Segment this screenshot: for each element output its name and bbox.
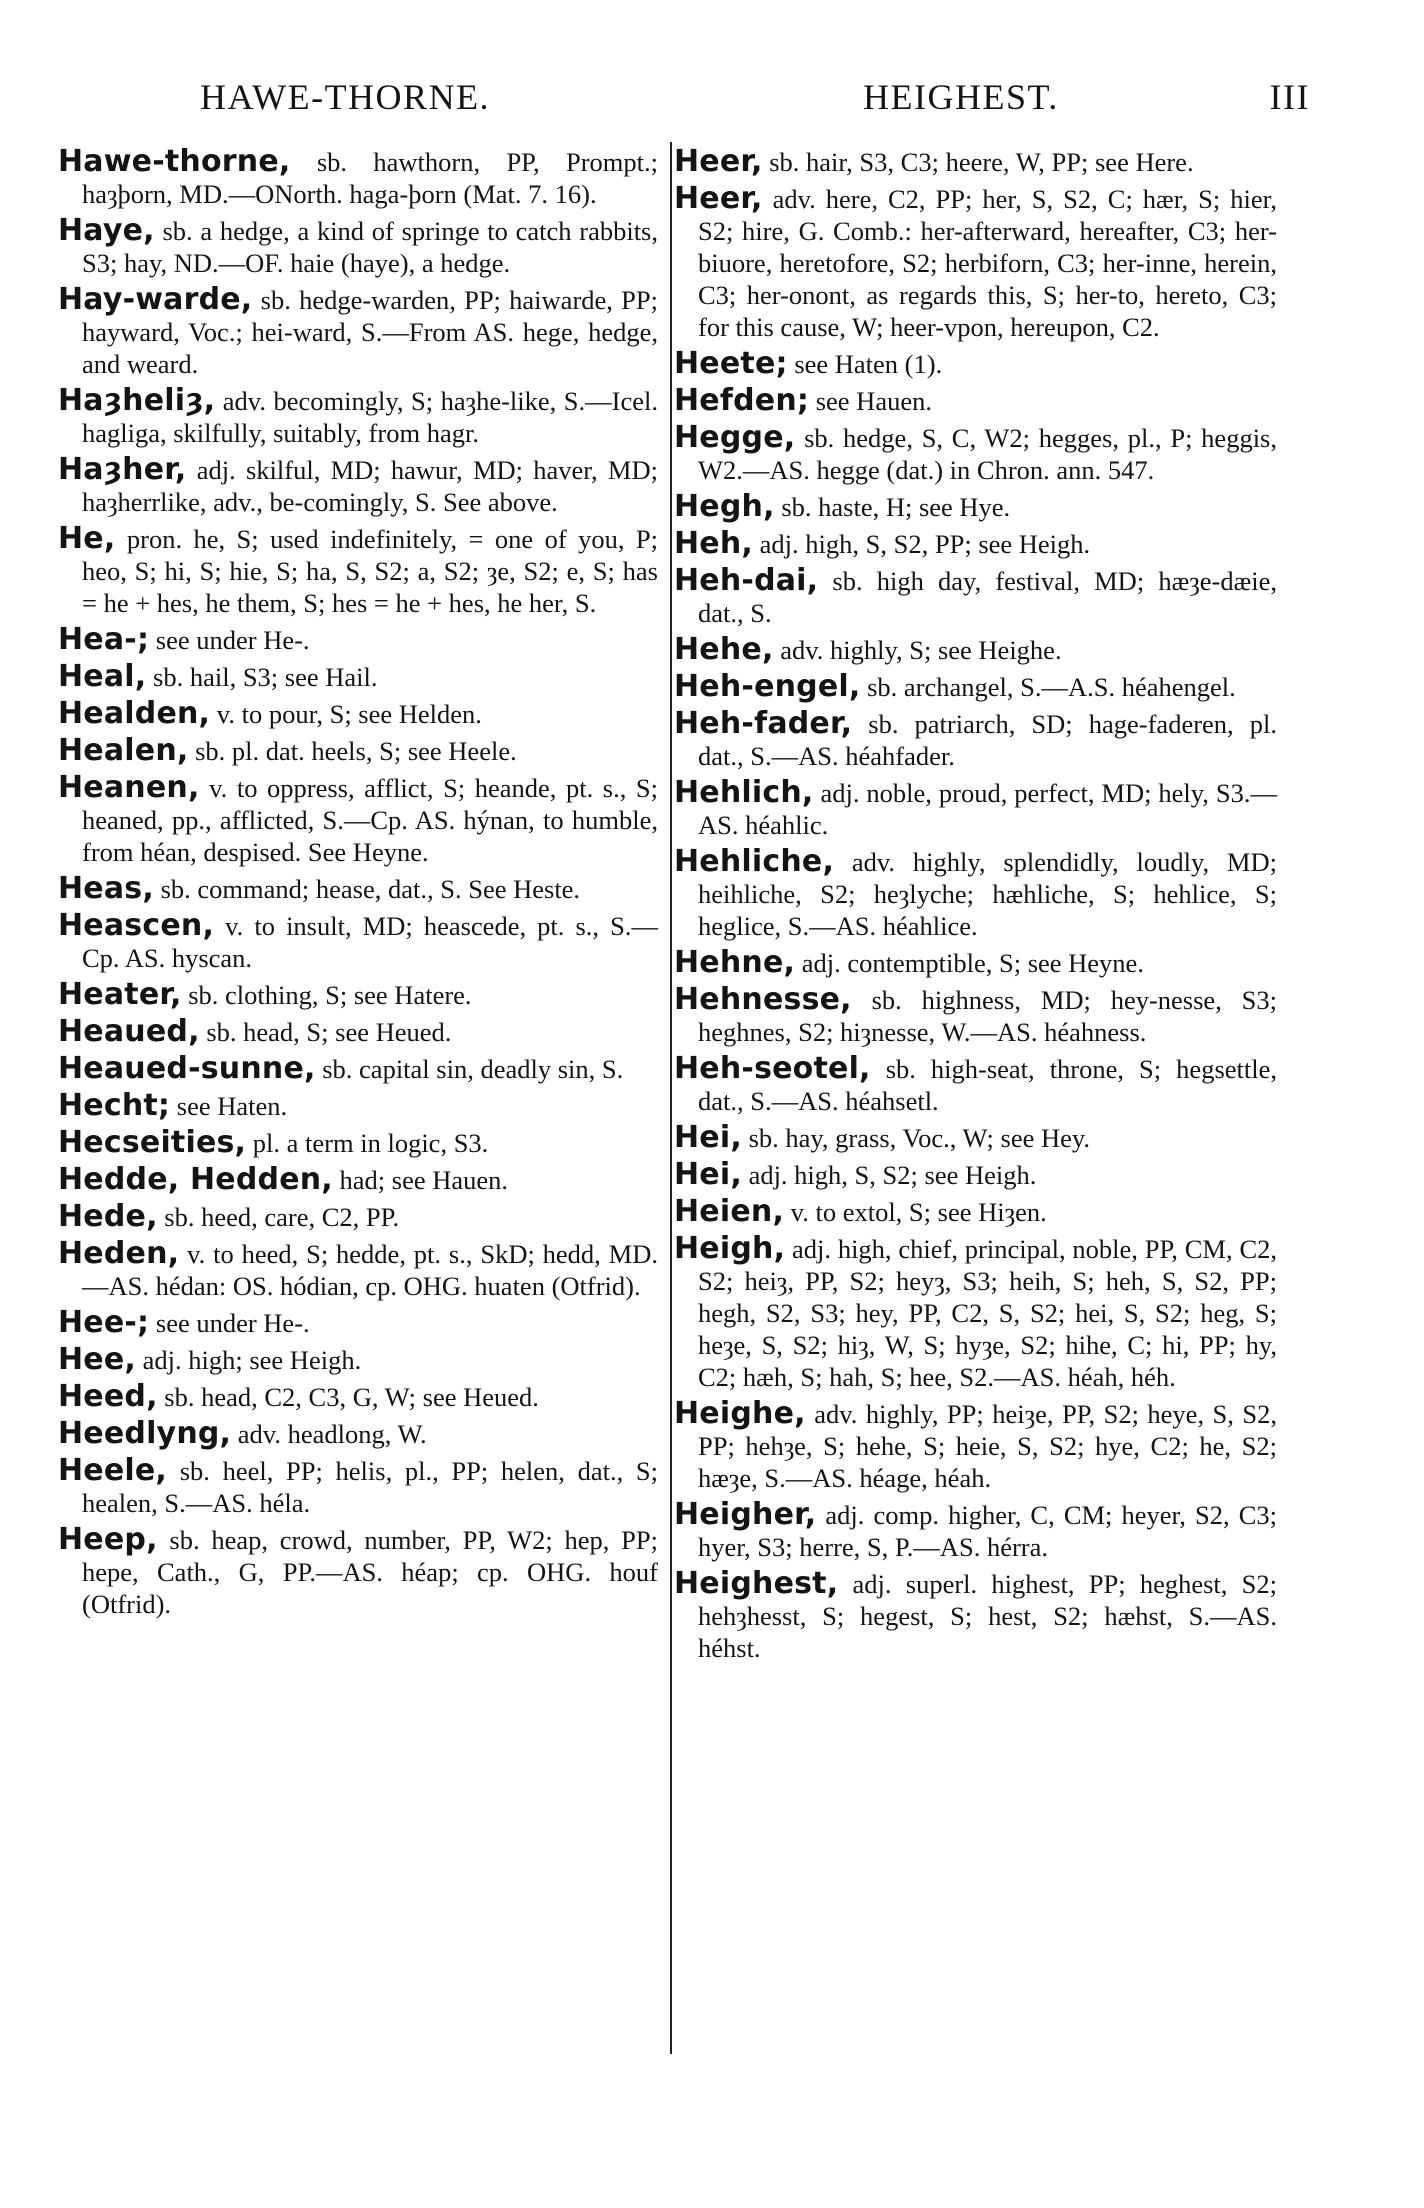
headword: Hei, xyxy=(674,1157,742,1192)
dictionary-entry xyxy=(58,1201,658,1233)
headword: Heden, xyxy=(58,1236,180,1271)
dictionary-entry xyxy=(58,1344,658,1376)
headword: Hefden; xyxy=(674,383,810,418)
entry-definition: sb. haste, H; see Hye. xyxy=(774,492,1011,522)
dictionary-entry xyxy=(58,1522,665,1620)
entry-definition: v. to heed, S; hedde, pt. s., SkD; hedd, MD.—AS. hédan: OS. hódian, cp. OHG. huaten (Otfrid). xyxy=(82,1239,658,1301)
header-right-word: HEIGHEST. xyxy=(863,77,1059,117)
dictionary-entry xyxy=(674,348,1277,380)
entry-definition: sb. highness, MD; hey-nesse, S3; heghnes, S2; hiȝnesse, W.—AS. héahness. xyxy=(698,985,1284,1047)
headword: Heighest, xyxy=(674,1566,839,1601)
headword: Hawe-thorne, xyxy=(58,144,291,179)
headword: Heas, xyxy=(58,871,154,906)
dictionary-entry xyxy=(58,1238,658,1302)
entry-definition: pl. a term in logic, S3. xyxy=(246,1128,489,1158)
dictionary-entry xyxy=(674,1497,1284,1563)
entry-definition: v. to pour, S; see Helden. xyxy=(210,699,482,729)
dictionary-entry xyxy=(674,706,1284,772)
headword: Heigher, xyxy=(674,1497,817,1532)
entry-definition: v. to extol, S; see Hiȝen. xyxy=(784,1197,1047,1227)
dictionary-entry xyxy=(58,698,658,730)
headword: Heien, xyxy=(674,1194,785,1229)
dictionary-entry xyxy=(58,452,665,518)
dictionary-entry xyxy=(58,1090,658,1122)
dictionary-entry xyxy=(674,1051,1284,1117)
dictionary-entry xyxy=(674,181,1284,343)
dictionary-entry xyxy=(58,1164,658,1196)
headword: Heedlyng, xyxy=(58,1416,232,1451)
entry-definition: see Haten (1). xyxy=(787,349,943,379)
entry-definition: adj. contemptible, S; see Heyne. xyxy=(795,948,1144,978)
headword: Hehe, xyxy=(674,632,774,667)
entry-definition: sb. high-seat, throne, S; hegsettle, dat., S.—AS. héahsetl. xyxy=(698,1054,1284,1116)
headword: Heaued, xyxy=(58,1014,200,1049)
dictionary-entry xyxy=(58,735,658,767)
dictionary-entry xyxy=(58,1418,658,1450)
headword: Hehnesse, xyxy=(674,982,852,1017)
entry-definition: sb. clothing, S; see Hatere. xyxy=(181,980,472,1010)
headword: Hehne, xyxy=(674,945,796,980)
dictionary-entry xyxy=(674,1231,1284,1393)
headword: Haye, xyxy=(58,213,155,248)
entry-definition: sb. command; hease, dat., S. See Heste. xyxy=(153,874,581,904)
entry-definition: sb. heel, PP; helis, pl., PP; helen, dat., S; healen, S.—AS. héla. xyxy=(82,1456,665,1518)
headword: Heascen, xyxy=(58,908,215,943)
entry-definition: sb. head, S; see Heued. xyxy=(199,1017,452,1047)
dictionary-entry xyxy=(58,1307,658,1339)
headword: Heater, xyxy=(58,977,182,1012)
headword: Hedde, Hedden, xyxy=(58,1162,333,1197)
dictionary-entry xyxy=(58,1381,658,1413)
headword: Heele, xyxy=(58,1453,168,1488)
headword: Heh-seotel, xyxy=(674,1051,871,1086)
headword: Heer, xyxy=(674,181,763,216)
entry-definition: adv. headlong, W. xyxy=(231,1419,427,1449)
dictionary-entry xyxy=(674,671,1277,703)
entry-definition: adv. highly, PP; heiȝe, PP, S2; heye, S, S2, PP; hehȝe, S; hehe, S; heie, S, S2; hye, C2; he, S2; hæȝe, S.—AS. héage, héah. xyxy=(698,1399,1284,1493)
dictionary-entry xyxy=(674,947,1277,979)
left-column xyxy=(58,144,665,1625)
dictionary-entry xyxy=(674,146,1277,178)
entry-definition: sb. hawthorn, PP, Prompt.; haȝþorn, MD.—ONorth. haga-þorn (Mat. 7. 16). xyxy=(82,147,665,209)
entry-definition: sb. high day, festival, MD; hæȝe-dæie, dat., S. xyxy=(698,566,1284,628)
headword: Hegge, xyxy=(674,420,796,455)
headword: Hee-; xyxy=(58,1305,150,1340)
dictionary-entry xyxy=(674,777,1277,841)
entry-definition: adj. skilful, MD; hawur, MD; haver, MD; haȝherrlike, adv., be-comingly, S. See above. xyxy=(82,455,665,517)
headword: Hecseities, xyxy=(58,1125,247,1160)
column-divider xyxy=(670,142,672,2054)
entry-definition: see Hauen. xyxy=(809,386,932,416)
running-head xyxy=(195,76,1310,126)
headword: Heh-fader, xyxy=(674,706,853,741)
dictionary-entry xyxy=(674,634,1277,666)
entry-definition: sb. archangel, S.—A.S. héahengel. xyxy=(860,672,1236,702)
entry-definition: sb. capital sin, deadly sin, S. xyxy=(315,1054,624,1084)
right-column xyxy=(674,144,1284,1669)
headword: Healden, xyxy=(58,696,211,731)
entry-definition: adj. high; see Heigh. xyxy=(136,1345,362,1375)
headword: Heed, xyxy=(58,1379,158,1414)
dictionary-entry xyxy=(674,1396,1284,1494)
dictionary-entry xyxy=(674,1566,1284,1664)
entry-definition: had; see Hauen. xyxy=(332,1165,509,1195)
dictionary-entry xyxy=(58,770,665,868)
entry-definition: pron. he, S; used indefinitely, = one of you, P; heo, S; hi, S; hie, S; ha, S, S2; a, S2; ȝe, S2; e, S; has = he + hes, he them, S; hes = he + hes, he her, S. xyxy=(82,524,665,618)
entry-definition: sb. patriarch, SD; hage-faderen, pl. dat., S.—AS. héahfader. xyxy=(698,709,1284,771)
dictionary-entry xyxy=(58,213,665,279)
dictionary-entry xyxy=(674,528,1277,560)
headword: Haȝheliȝ, xyxy=(58,383,216,418)
dictionary-entry xyxy=(58,1453,665,1519)
headword: Hehlich, xyxy=(674,775,814,810)
headword: Heer, xyxy=(674,144,763,179)
entry-definition: adv. highly, splendidly, loudly, MD; heihliche, S2; heȝlyche; hæhliche, S; hehlice, S; heglice, S.—AS. héahlice. xyxy=(698,847,1284,941)
entry-definition: see under He-. xyxy=(149,625,310,655)
headword: Hee, xyxy=(58,1342,136,1377)
entry-definition: adj. noble, proud, perfect, MD; hely, S3.—AS. héahlic. xyxy=(698,778,1277,840)
dictionary-entry xyxy=(58,661,658,693)
dictionary-entry xyxy=(58,979,658,1011)
headword: Heanen, xyxy=(58,770,200,805)
dictionary-entry xyxy=(674,385,1277,417)
page-number: III xyxy=(1269,77,1310,117)
dictionary-entry xyxy=(58,1127,658,1159)
entry-definition: adj. superl. highest, PP; heghest, S2; hehȝhesst, S; hegest, S; hest, S2; hæhst, S.—AS. héhst. xyxy=(698,1569,1284,1663)
entry-definition: sb. heed, care, C2, PP. xyxy=(157,1202,400,1232)
headword: Heal, xyxy=(58,659,147,694)
dictionary-entry xyxy=(58,873,658,905)
entry-definition: sb. head, C2, C3, G, W; see Heued. xyxy=(157,1382,539,1412)
headword: Hehliche, xyxy=(674,844,835,879)
entry-definition: adj. comp. higher, C, CM; heyer, S2, C3; hyer, S3; herre, S, P.—AS. hérra. xyxy=(698,1500,1284,1562)
headword: Heighe, xyxy=(674,1396,806,1431)
entry-definition: sb. a hedge, a kind of springe to catch rabbits, S3; hay, ND.—OF. haie (haye), a hedge. xyxy=(82,216,665,278)
entry-definition: sb. hay, grass, Voc., W; see Hey. xyxy=(741,1123,1091,1153)
dictionary-entry xyxy=(58,1016,658,1048)
entry-definition: v. to oppress, afflict, S; heande, pt. s., S; heaned, pp., afflicted, S.—Cp. AS. hýnan, to humble, from héan, despised. See Heyne. xyxy=(82,773,665,867)
dictionary-entry xyxy=(674,844,1284,942)
dictionary-entry xyxy=(674,491,1277,523)
headword: Hede, xyxy=(58,1199,158,1234)
headword: Heigh, xyxy=(674,1231,786,1266)
entry-definition: adv. highly, S; see Heighe. xyxy=(773,635,1062,665)
entry-definition: sb. hair, S3, C3; heere, W, PP; see Here. xyxy=(762,147,1194,177)
dictionary-entry xyxy=(674,420,1284,486)
entry-definition: sb. hedge, S, C, W2; hegges, pl., P; heggis, W2.—AS. hegge (dat.) in Chron. ann. 547. xyxy=(698,423,1284,485)
dictionary-entry xyxy=(58,282,665,380)
headword: Heh, xyxy=(674,526,754,561)
headword: Heh-engel, xyxy=(674,669,861,704)
entry-definition: adj. high, chief, principal, noble, PP, CM, C2, S2; heiȝ, PP, S2; heyȝ, S3; heih, S; heh, S, S2, PP; hegh, S2, S3; hey, PP, C2, S, S2; hei, S, S2; heg, S; heȝe, S, S2; hiȝ, W, S; hyȝe, S2; hihe, C; hi, PP; hy, C2; hæh, S; hah, S; hee, S2.—AS. héah, héh. xyxy=(698,1234,1284,1392)
entry-definition: sb. hedge-warden, PP; haiwarde, PP; hayward, Voc.; hei-ward, S.—From AS. hege, hedge, and weard. xyxy=(82,285,665,379)
headword: Hea-; xyxy=(58,622,150,657)
headword: Haȝher, xyxy=(58,452,187,487)
dictionary-entry xyxy=(58,383,665,449)
entry-definition: adj. high, S, S2; see Heigh. xyxy=(741,1160,1037,1190)
entry-definition: adv. becomingly, S; haȝhe-like, S.—Icel. hagliga, skilfully, suitably, from hagr. xyxy=(82,386,665,448)
dictionary-entry xyxy=(58,144,665,210)
headword: Heete; xyxy=(674,346,788,381)
dictionary-entry xyxy=(674,1159,1277,1191)
entry-definition: sb. heap, crowd, number, PP, W2; hep, PP; hepe, Cath., G, PP.—AS. héap; cp. OHG. houf (Otfrid). xyxy=(82,1525,665,1619)
entry-definition: sb. hail, S3; see Hail. xyxy=(146,662,378,692)
entry-definition: adj. high, S, S2, PP; see Heigh. xyxy=(753,529,1091,559)
headword: Hecht; xyxy=(58,1088,171,1123)
headword: Heaued-sunne, xyxy=(58,1051,316,1086)
headword: Heep, xyxy=(58,1522,158,1557)
dictionary-entry xyxy=(58,1053,658,1085)
headword: Healen, xyxy=(58,733,189,768)
dictionary-entry xyxy=(674,1196,1277,1228)
entry-definition: adv. here, C2, PP; her, S, S2, C; hær, S; hier, S2; hire, G. Comb.: her-afterward, hereafter, C3; her-biuore, heretofore, S2; herbiforn, C3; her-inne, herein, C3; her-onont, as regards this, S; her-to, hereto, C3; for this cause, W; heer-vpon, hereupon, C2. xyxy=(698,184,1284,342)
headword: Hei, xyxy=(674,1120,742,1155)
dictionary-entry xyxy=(674,1122,1277,1154)
headword: Hay-warde, xyxy=(58,282,253,317)
entry-definition: see Haten. xyxy=(170,1091,288,1121)
dictionary-entry xyxy=(674,982,1284,1048)
headword: He, xyxy=(58,521,116,556)
headword: Hegh, xyxy=(674,489,775,524)
headword: Heh-dai, xyxy=(674,563,819,598)
entry-definition: v. to insult, MD; heascede, pt. s., S.—Cp. AS. hyscan. xyxy=(82,911,658,973)
entry-definition: sb. pl. dat. heels, S; see Heele. xyxy=(188,736,517,766)
dictionary-entry xyxy=(58,624,658,656)
entry-definition: see under He-. xyxy=(149,1308,310,1338)
header-left-word: HAWE-THORNE. xyxy=(200,77,491,117)
dictionary-entry xyxy=(58,521,665,619)
dictionary-entry xyxy=(58,910,658,974)
dictionary-entry xyxy=(674,563,1284,629)
